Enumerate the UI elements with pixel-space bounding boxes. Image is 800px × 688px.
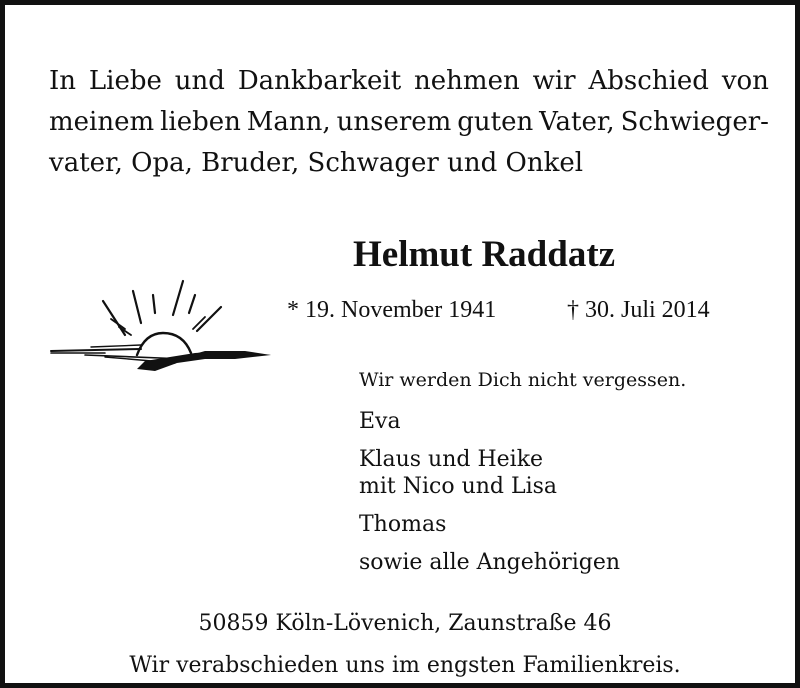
intro-line-2: [49, 102, 769, 143]
intro-word: Mann,: [246, 107, 331, 137]
mourner-grandchildren: mit Nico und Lisa: [359, 474, 558, 499]
intro-word: Vater,: [539, 107, 615, 137]
motto-text: Wir werden Dich nicht vergessen.: [359, 369, 687, 391]
intro-line-1: [49, 61, 769, 102]
life-dates: [287, 295, 710, 325]
intro-word: wir: [532, 66, 576, 96]
mourners-list: [359, 407, 620, 578]
intro-word: Dankbarkeit: [237, 66, 402, 96]
intro-line-3: vater, Opa, Bruder, Schwager und Onkel: [49, 148, 584, 178]
death-date: † 30. Juli 2014: [567, 297, 710, 323]
intro-word: guten: [457, 107, 534, 137]
intro-word: Abschied: [588, 66, 709, 96]
mourner-eva: Eva: [359, 409, 401, 434]
intro-word: meinem: [49, 107, 155, 137]
mourner-relatives: sowie alle Angehörigen: [359, 550, 621, 575]
intro-text: [49, 61, 769, 184]
intro-word: nehmen: [414, 66, 520, 96]
intro-word: In: [49, 66, 77, 96]
intro-word: von: [721, 66, 769, 96]
intro-word: Schwieger-: [620, 107, 769, 137]
intro-word: unserem: [336, 107, 452, 137]
birth-date: * 19. November 1941: [287, 297, 497, 323]
closing-line: Wir verabschieden uns im engsten Familienkreis.: [129, 653, 681, 678]
deceased-name: Helmut Raddatz: [353, 234, 616, 275]
intro-word: Liebe: [88, 66, 162, 96]
rising-sun-icon: [45, 273, 277, 383]
mourner-klaus-heike: Klaus und Heike: [359, 447, 544, 472]
intro-word: und: [174, 66, 225, 96]
address-line: 50859 Köln-Lövenich, Zaunstraße 46: [198, 611, 612, 636]
mourner-thomas: Thomas: [359, 512, 447, 537]
intro-word: lieben: [160, 107, 241, 137]
